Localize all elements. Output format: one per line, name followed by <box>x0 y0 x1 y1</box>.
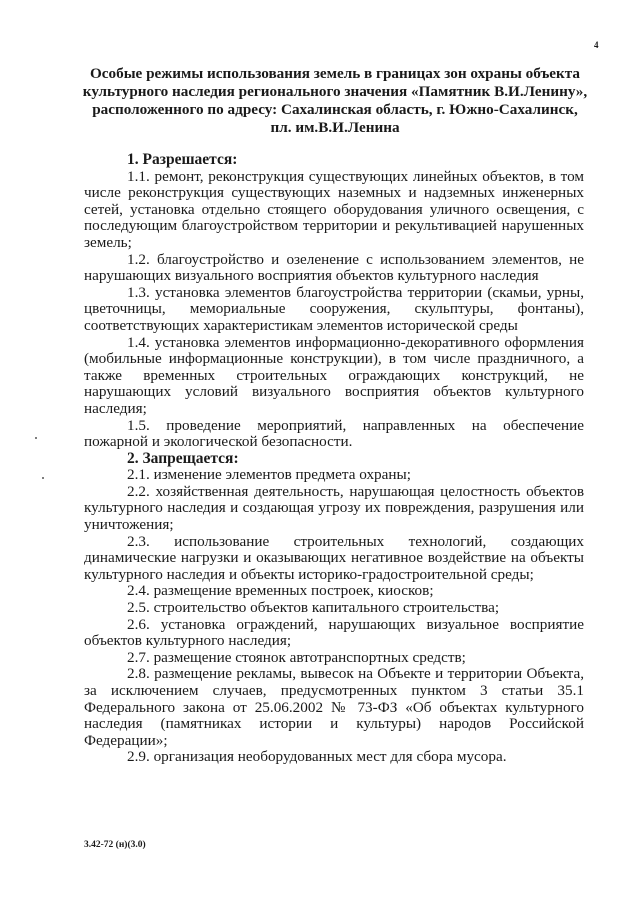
list-item: 1.3. установка элементов благоустройства территории (скамьи, урны, цветочницы, мемориальные сооружения, скульптуры, фонтаны), соответствующих характеристикам элементов исторической среды <box>84 283 584 334</box>
list-item: 1.2. благоустройство и озеленение с использованием элементов, не нарушающих визуального восприятия объектов культурного наследия <box>84 250 584 285</box>
document-footer-code: 3.42-72 (н)(3.0) <box>84 840 146 850</box>
list-item: 2.8. размещение рекламы, вывесок на Объекте и территории Объекта, за исключением случаев, предусмотренных пунктом 3 статьи 35.1 Федерального закона от 25.06.2002 № 73-ФЗ «Об объектах культурного наследия (памятниках истории и культуры) народов Российской Федерации»; <box>84 665 584 749</box>
title-line: расположенного по адресу: Сахалинская область, г. Южно-Сахалинск, <box>92 101 578 118</box>
title-line: Особые режимы использования земель в границах зон охраны объекта <box>89 65 581 82</box>
list-item: 2.6. установка ограждений, нарушающих визуальное восприятие объектов культурного наследия; <box>84 615 584 650</box>
list-item: 2.7. размещение стоянок автотранспортных средств; <box>127 648 466 666</box>
section-heading-allowed: 1. Разрешается: <box>127 151 238 168</box>
page-number: 4 <box>594 40 599 50</box>
document-body <box>84 152 584 766</box>
title-line: пл. им.В.И.Ленина <box>270 119 400 136</box>
section-heading-forbidden: 2. Запрещается: <box>127 449 239 467</box>
document-title <box>75 65 595 137</box>
list-item: 1.5. проведение мероприятий, направленных на обеспечение пожарной и экологической безопасности. <box>84 416 584 451</box>
list-item: 2.3. использование строительных технологий, создающих динамические нагрузки и оказывающих негативное воздействие на объекты культурного наследия и объекты историко-градостроительной среды; <box>84 532 584 583</box>
scan-speck <box>42 477 44 479</box>
title-line: культурного наследия регионального значения «Памятник В.И.Ленину», <box>82 83 588 100</box>
list-item: 2.9. организация необорудованных мест для сбора мусора. <box>127 748 507 766</box>
list-item: 2.5. строительство объектов капитального строительства; <box>127 599 500 617</box>
list-item: 2.2. хозяйственная деятельность, нарушающая целостность объектов культурного наследия и создающая угрозу их повреждения, разрушения или уничтожения; <box>84 482 584 534</box>
list-item: 1.4. установка элементов информационно-декоративного оформления (мобильные информационные конструкции), в том числе праздничного, а также временных строительных ограждающих конструкций, не нарушающих условий визуального восприятия объектов культурного наследия; <box>84 333 584 417</box>
list-item: 1.1. ремонт, реконструкция существующих линейных объектов, в том числе реконструкция существующих наземных и надземных инженерных сетей, установка отдельно стоящего оборудования уличного освещения, с последующим благоустройством территории и рекультивацией нарушенных земель; <box>84 167 584 251</box>
list-item: 2.4. размещение временных построек, киосков; <box>127 582 434 600</box>
list-item: 2.1. изменение элементов предмета охраны; <box>127 466 411 484</box>
scan-speck <box>35 437 37 439</box>
